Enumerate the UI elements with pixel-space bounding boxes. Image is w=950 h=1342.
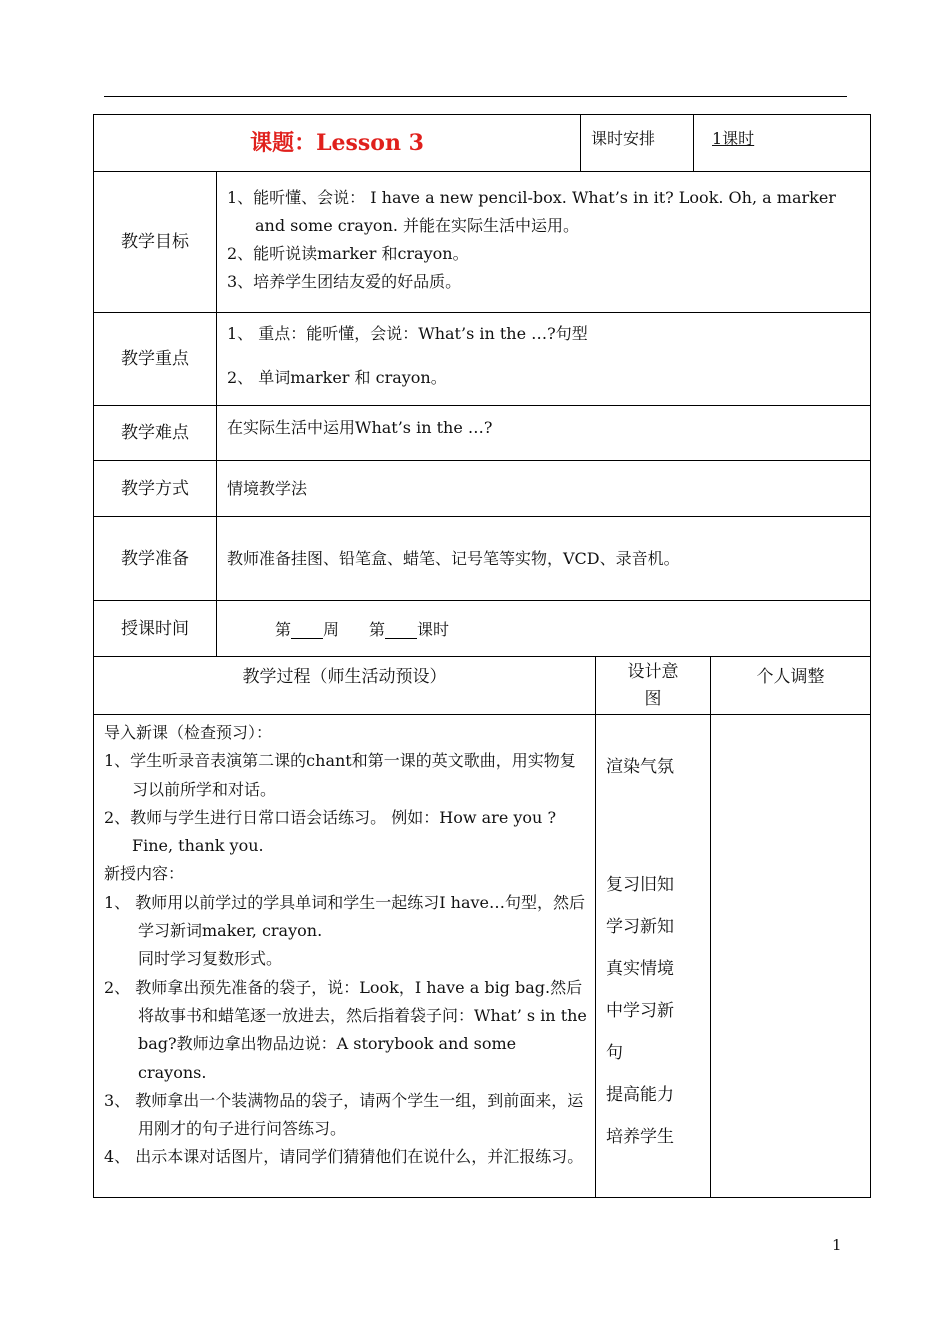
goals-label: 教学目标 <box>121 232 189 252</box>
intent-item: 学习新知 <box>606 917 674 937</box>
process-header-intent: 设计意图 <box>595 657 710 714</box>
goals-content <box>216 172 870 312</box>
key-point-item: 2、 单词marker 和 crayon。 <box>227 368 447 387</box>
key-points-label: 教学重点 <box>121 349 189 369</box>
difficulty-text: 在实际生活中运用What’s in the …? <box>216 406 870 460</box>
period-blank <box>385 620 417 639</box>
difficulty-label: 教学难点 <box>121 423 189 443</box>
hours-value: 1课时 <box>693 115 870 171</box>
lesson-plan-table <box>93 114 871 1198</box>
schedule-row <box>94 600 870 656</box>
process-header-row <box>94 656 870 714</box>
schedule-label: 授课时间 <box>121 618 189 639</box>
week-prefix: 第 <box>275 619 292 639</box>
goal-item: 3、培养学生团结友爱的好品质。 <box>227 272 462 291</box>
process-header-main: 教学过程（师生活动预设） <box>242 667 447 687</box>
hours-label: 课时安排 <box>580 115 693 171</box>
intent-item: 提高能力 <box>606 1085 674 1105</box>
new-item-extra: 同时学习复数形式。 <box>138 949 283 969</box>
new-item: 2、 教师拿出预先准备的袋子，说：Look，I have a big bag.然后将故事书和蜡笔逐一放进去，然后指着袋子问：What’ s in the bag?教师边拿出物品边说：A storybook and some crayons. <box>104 977 587 1082</box>
process-adjust <box>710 715 870 1197</box>
intro-heading: 导入新课（检查预习）： <box>104 723 273 742</box>
method-label: 教学方式 <box>121 478 189 499</box>
header-rule <box>104 96 847 97</box>
intent-item: 真实情境 <box>606 959 674 979</box>
method-row <box>94 460 870 516</box>
intent-item: 中学习新 <box>606 1001 674 1021</box>
period-suffix: 课时 <box>417 619 450 639</box>
page-number: 1 <box>832 1236 842 1254</box>
process-intent <box>595 715 710 1197</box>
goals-row <box>94 171 870 312</box>
preparation-text: 教师准备挂图、铅笔盒、蜡笔、记号笔等实物，VCD、录音机。 <box>216 517 870 600</box>
intro-item: 2、教师与学生进行日常口语会话练习。 例如：How are you ? Fine, thank you. <box>104 807 557 856</box>
week-suffix: 周 <box>323 619 340 639</box>
preparation-row <box>94 516 870 600</box>
method-text: 情境教学法 <box>216 461 870 516</box>
process-body-row <box>94 714 870 1197</box>
difficulty-row <box>94 405 870 460</box>
new-item: 1、 教师用以前学过的学具单词和学生一起练习I have…句型，然后学习新词maker, crayon. <box>104 892 586 941</box>
new-item: 4、 出示本课对话图片，请同学们猜猜他们在说什么，并汇报练习。 <box>104 1147 584 1167</box>
new-item: 3、 教师拿出一个装满物品的袋子，请两个学生一组，到前面来，运用刚才的句子进行问答练习。 <box>104 1090 584 1139</box>
intent-item: 培养学生 <box>606 1127 674 1147</box>
intent-item: 渲染气氛 <box>606 757 674 777</box>
key-points-content <box>216 313 870 405</box>
process-body <box>94 715 595 1197</box>
new-heading: 新授内容： <box>104 864 185 884</box>
goal-item: 2、能听说读marker 和crayon。 <box>227 244 469 263</box>
preparation-label: 教学准备 <box>121 548 189 569</box>
intent-item: 句 <box>606 1043 623 1063</box>
intent-item: 复习旧知 <box>606 875 674 895</box>
week-blank <box>291 620 323 639</box>
schedule-content <box>216 601 870 656</box>
goal-item: 1、能听懂、会说： I have a new pencil-box. What’s in it? Look. Oh, a marker and some crayon. 并能在实际生活中运用。 <box>227 188 836 235</box>
period-prefix: 第 <box>369 619 386 639</box>
title-row <box>94 115 870 171</box>
lesson-title: 课题：Lesson 3 <box>250 130 424 156</box>
process-header-adjust: 个人调整 <box>710 657 870 714</box>
intro-item: 1、学生听录音表演第二课的chant和第一课的英文歌曲，用实物复习以前所学和对话。 <box>104 751 576 799</box>
key-points-row <box>94 312 870 405</box>
key-point-item: 1、 重点：能听懂，会说：What’s in the …?句型 <box>227 324 588 343</box>
